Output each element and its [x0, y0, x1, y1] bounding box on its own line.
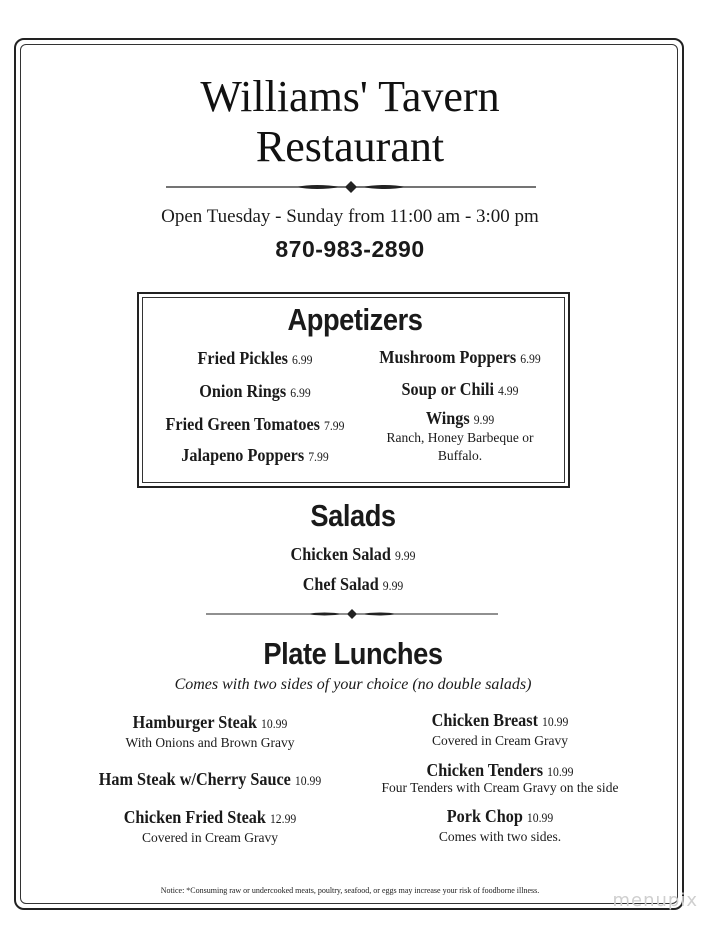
appetizers-heading: Appetizers	[287, 302, 423, 337]
lunch-pork-chop: Pork Chop 10.99	[446, 806, 554, 826]
lunch-chicken-tenders: Chicken Tenders 10.99	[426, 760, 574, 780]
appetizer-mushroom-poppers: Mushroom Poppers 6.99	[379, 347, 541, 367]
salad-chicken: Chicken Salad 9.99	[290, 544, 416, 564]
restaurant-name: Williams' Tavern	[200, 72, 500, 121]
ornamental-divider-middle	[206, 608, 498, 620]
salads-heading: Salads	[310, 498, 396, 533]
ornamental-divider-top	[166, 180, 536, 194]
chicken-breast-description: Covered in Cream Gravy	[431, 733, 569, 748]
lunch-ham-steak: Ham Steak w/Cherry Sauce 10.99	[98, 769, 322, 789]
lunch-hamburger-steak: Hamburger Steak 10.99	[132, 712, 288, 732]
salad-chef: Chef Salad 9.99	[302, 574, 404, 594]
foodborne-illness-notice: Notice: *Consuming raw or undercooked meats, poultry, seafood, or eggs may increase your risk of foodborne illness.	[160, 886, 540, 895]
chicken-tenders-description: Four Tenders with Cream Gravy on the side	[381, 780, 619, 795]
restaurant-subtitle: Restaurant	[255, 122, 445, 171]
lunch-chicken-breast: Chicken Breast 10.99	[431, 710, 569, 730]
appetizer-jalapeno-poppers: Jalapeno Poppers 7.99	[181, 445, 329, 465]
hamburger-steak-description: With Onions and Brown Gravy	[125, 735, 295, 750]
chicken-fried-steak-description: Covered in Cream Gravy	[141, 830, 279, 845]
opening-hours: Open Tuesday - Sunday from 11:00 am - 3:00 pm	[161, 206, 539, 227]
wings-description-line2: Buffalo.	[437, 448, 483, 463]
appetizer-fried-green-tomatoes: Fried Green Tomatoes 7.99	[165, 414, 345, 434]
wings-description-line1: Ranch, Honey Barbeque or	[386, 430, 534, 445]
menupix-watermark: menupix	[612, 890, 698, 911]
phone-number[interactable]: 870-983-2890	[275, 236, 425, 262]
plate-lunches-heading: Plate Lunches	[263, 636, 443, 671]
appetizer-fried-pickles: Fried Pickles 6.99	[197, 348, 313, 368]
lunch-chicken-fried-steak: Chicken Fried Steak 12.99	[123, 807, 297, 827]
appetizer-wings: Wings 9.99	[425, 408, 495, 428]
pork-chop-description: Comes with two sides.	[438, 829, 562, 844]
plate-lunches-subtitle: Comes with two sides of your choice (no double salads)	[174, 676, 532, 693]
appetizer-onion-rings: Onion Rings 6.99	[199, 381, 311, 401]
appetizer-soup-or-chili: Soup or Chili 4.99	[401, 379, 519, 399]
